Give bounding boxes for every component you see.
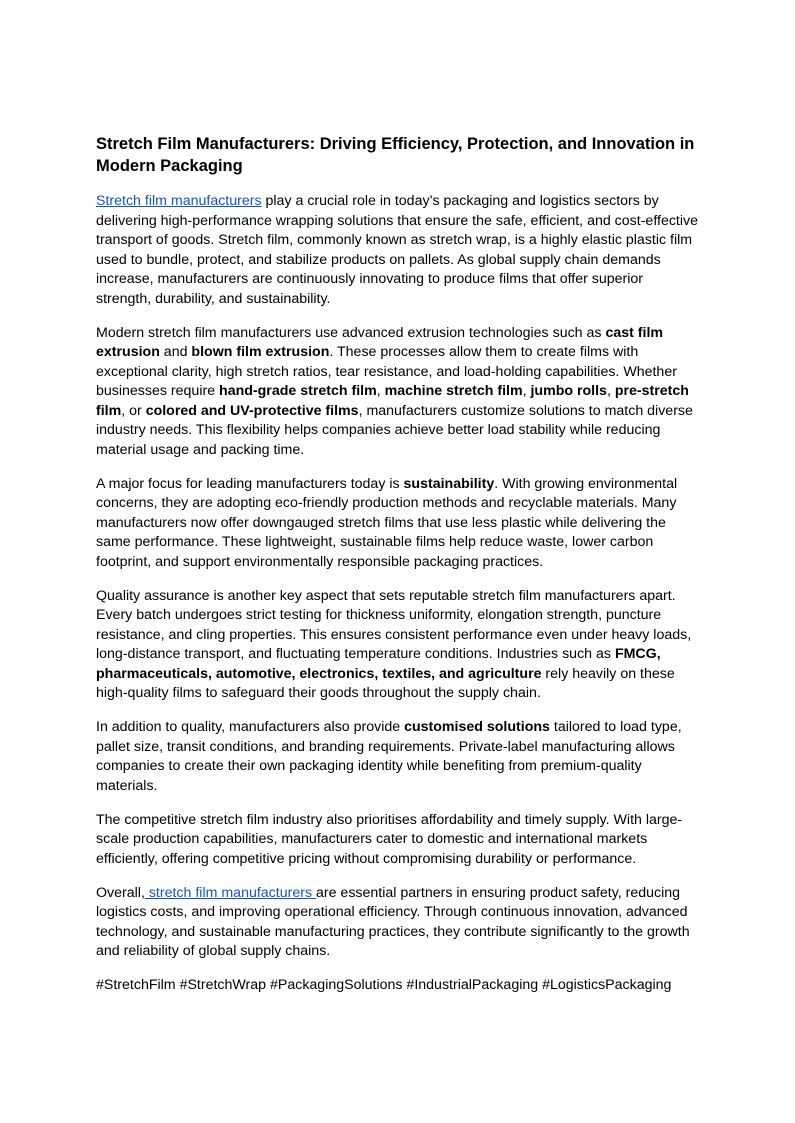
page-title: Stretch Film Manufacturers: Driving Efficiency, Protection, and Innovation in Modern Packaging: [96, 135, 695, 175]
paragraph-technologies: [96, 324, 700, 461]
bold-text: blown film extrusion: [191, 344, 330, 360]
paragraph-text: play a crucial role in today’s packaging and logistics sectors by delivering high-performance wrapping solutions that ensure the safe, efficient, and cost-effective transport of goods. Stretch film, commonly known as stretch wrap, is a highly elastic plastic film used to bundle, protect, and stabilize products on pallets. As global supply chain demands increase, manufacturers are continuously innovating to produce films that offer superior strength, durability, and sustainability.: [96, 193, 699, 307]
paragraph-customisation: [96, 718, 700, 796]
paragraph-text: are essential partners in ensuring product safety, reducing logistics costs, and improving operational efficiency. Through continuous innovation, advanced technology, and sustainable manufacturing practices, they contribute significantly to the growth and reliability of global supply chains.: [96, 884, 690, 959]
paragraph-text: Modern stretch film manufacturers use advanced extrusion technologies such as: [96, 324, 606, 341]
bold-text: hand-grade stretch film: [219, 383, 377, 399]
paragraph-quality: [96, 587, 700, 704]
paragraph-text: Overall,: [96, 884, 145, 901]
stretch-film-manufacturers-link-2[interactable]: stretch film manufacturers: [144, 884, 316, 901]
paragraph-text: Quality assurance is another key aspect that sets reputable stretch film manufacturers apart. Every batch undergoes strict testing for thickness uniformity, elongation strength, puncture resistance, and cling properties. This ensures consistent performance even under heavy loads, long-distance transport, and fluctuating temperature conditions. Industries such as: [96, 587, 692, 662]
document-page: [96, 133, 700, 996]
bold-text: cast film extrusion: [96, 324, 663, 360]
paragraph-conclusion: [96, 884, 700, 962]
paragraph-text: . With growing environmental concerns, they are adopting eco-friendly production methods and recyclable materials. Many manufacturers now offer downgauged stretch films that use less plastic while delivering the same performance. These lightweight, sustainable films help reduce waste, lower carbon footprint, and support environmentally responsible packaging practices.: [96, 475, 678, 570]
paragraph-text: . These processes allow them to create films with exceptional clarity, high stretch ratios, tear resistance, and load-holding capabilities. Whether businesses require: [96, 344, 677, 399]
paragraph-text: ,: [606, 383, 615, 399]
paragraph-intro: [96, 192, 700, 309]
paragraph-text: rely heavily on these high-quality films to safeguard their goods throughout the supply chain.: [96, 665, 675, 701]
paragraph-text: ,: [522, 383, 531, 399]
paragraph-text: , manufacturers customize solutions to match diverse industry needs. This flexibility helps companies achieve better load stability while reducing material usage and packing time.: [96, 402, 693, 458]
paragraph-affordability: The competitive stretch film industry also prioritises affordability and timely supply. With large-scale production capabilities, manufacturers cater to domestic and international markets efficiently, offering competitive pricing without compromising durability or performance.: [96, 811, 683, 867]
bold-text: sustainability: [403, 475, 495, 492]
paragraph-text: tailored to load type, pallet size, transit conditions, and branding requirements. Private-label manufacturing allows companies to create their own packaging identity while benefiting from premium-quality materials.: [96, 719, 682, 794]
paragraph-text: and: [159, 344, 192, 360]
bold-text: FMCG, pharmaceuticals, automotive, electronics, textiles, and agriculture: [96, 646, 661, 682]
hashtags: #StretchFilm #StretchWrap #PackagingSolutions #IndustrialPackaging #LogisticsPackaging: [96, 977, 672, 993]
bold-text: customised solutions: [404, 719, 550, 735]
bold-text: pre-stretch film: [96, 383, 689, 419]
paragraph-text: ,: [376, 383, 385, 399]
paragraph-sustainability: [96, 475, 700, 573]
bold-text: machine stretch film: [384, 383, 523, 399]
paragraph-text: A major focus for leading manufacturers today is: [96, 475, 404, 492]
bold-text: jumbo rolls: [530, 383, 607, 399]
stretch-film-manufacturers-link[interactable]: Stretch film manufacturers: [96, 193, 262, 209]
bold-text: colored and UV-protective films: [145, 402, 359, 419]
paragraph-text: In addition to quality, manufacturers also provide: [96, 719, 405, 735]
paragraph-text: , or: [121, 402, 146, 419]
